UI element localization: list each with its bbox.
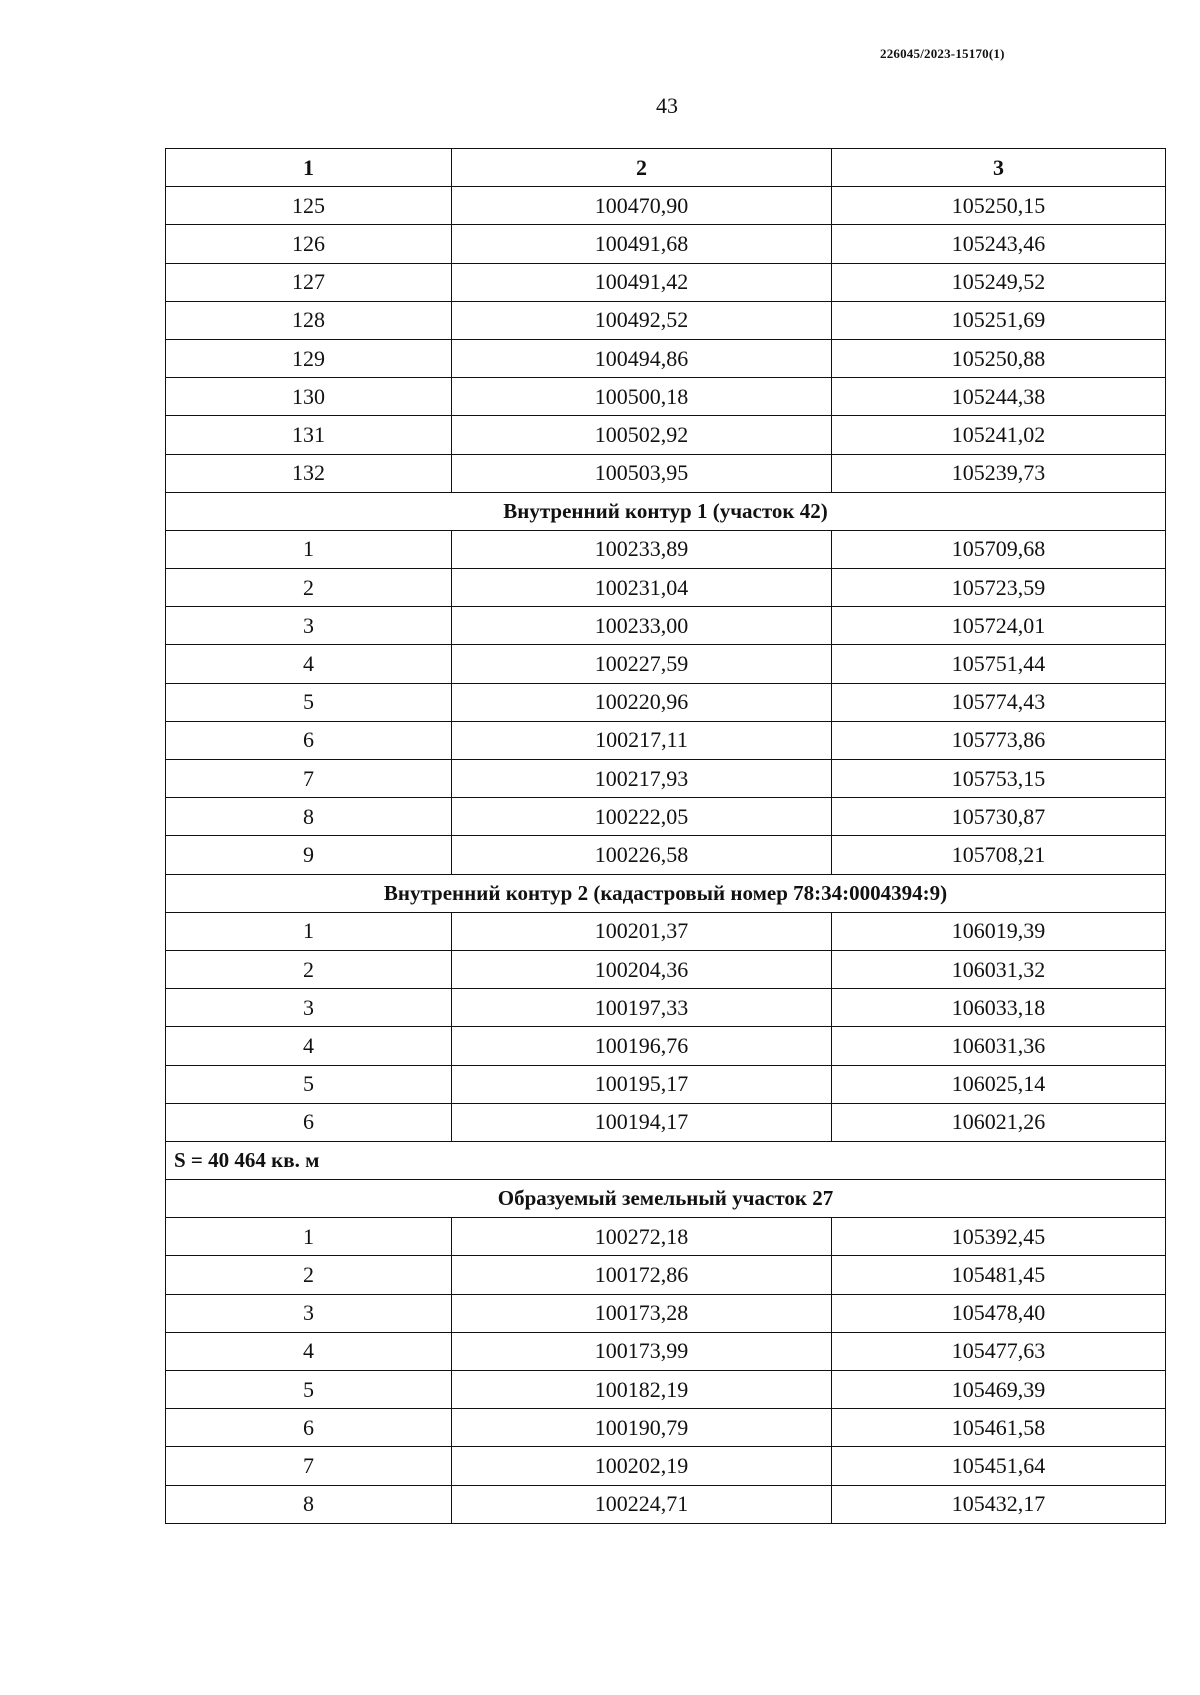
document-reference-number: 226045/2023-15170(1)	[880, 46, 1005, 61]
table-row	[166, 683, 1166, 721]
table-row	[166, 607, 1166, 645]
y-coordinate-cell: 106021,26	[832, 1103, 1166, 1141]
table-row	[166, 989, 1166, 1027]
y-coordinate-cell: 105724,01	[832, 607, 1166, 645]
point-number-cell: 4	[166, 645, 452, 683]
point-number-cell: 8	[166, 1485, 452, 1523]
x-coordinate-cell: 100202,19	[452, 1447, 832, 1485]
y-coordinate-cell: 106033,18	[832, 989, 1166, 1027]
point-number-cell: 130	[166, 378, 452, 416]
y-coordinate-cell: 105249,52	[832, 263, 1166, 301]
x-coordinate-cell: 100217,11	[452, 721, 832, 759]
x-coordinate-cell: 100190,79	[452, 1409, 832, 1447]
x-coordinate-cell: 100220,96	[452, 683, 832, 721]
x-coordinate-cell: 100500,18	[452, 378, 832, 416]
x-coordinate-cell: 100503,95	[452, 454, 832, 492]
point-number-cell: 6	[166, 721, 452, 759]
point-number-cell: 7	[166, 760, 452, 798]
point-number-cell: 129	[166, 339, 452, 377]
y-coordinate-cell: 105250,15	[832, 187, 1166, 225]
point-number-cell: 1	[166, 530, 452, 568]
y-coordinate-cell: 105477,63	[832, 1332, 1166, 1370]
point-number-cell: 3	[166, 989, 452, 1027]
point-number-cell: 4	[166, 1332, 452, 1370]
y-coordinate-cell: 106031,36	[832, 1027, 1166, 1065]
point-number-cell: 2	[166, 569, 452, 607]
x-coordinate-cell: 100201,37	[452, 912, 832, 950]
y-coordinate-cell: 105250,88	[832, 339, 1166, 377]
table-row	[166, 416, 1166, 454]
x-coordinate-cell: 100222,05	[452, 798, 832, 836]
table-row	[166, 225, 1166, 263]
y-coordinate-cell: 105244,38	[832, 378, 1166, 416]
x-coordinate-cell: 100196,76	[452, 1027, 832, 1065]
x-coordinate-cell: 100492,52	[452, 301, 832, 339]
x-coordinate-cell: 100217,93	[452, 760, 832, 798]
point-number-cell: 1	[166, 1218, 452, 1256]
table-row	[166, 1294, 1166, 1332]
x-coordinate-cell: 100173,99	[452, 1332, 832, 1370]
point-number-cell: 131	[166, 416, 452, 454]
y-coordinate-cell: 105481,45	[832, 1256, 1166, 1294]
point-number-cell: 7	[166, 1447, 452, 1485]
y-coordinate-cell: 105432,17	[832, 1485, 1166, 1523]
table-row	[166, 912, 1166, 950]
table-row	[166, 721, 1166, 759]
point-number-cell: 8	[166, 798, 452, 836]
table-row	[166, 1447, 1166, 1485]
coordinates-table-body	[166, 149, 1166, 1524]
y-coordinate-cell: 105451,64	[832, 1447, 1166, 1485]
point-number-cell: 2	[166, 950, 452, 988]
section-title-row	[166, 492, 1166, 530]
point-number-cell: 126	[166, 225, 452, 263]
y-coordinate-cell: 105478,40	[832, 1294, 1166, 1332]
table-row	[166, 263, 1166, 301]
section-title: Внутренний контур 1 (участок 42)	[166, 492, 1166, 530]
column-header-x: 2	[452, 149, 832, 187]
y-coordinate-cell: 105753,15	[832, 760, 1166, 798]
point-number-cell: 127	[166, 263, 452, 301]
y-coordinate-cell: 106025,14	[832, 1065, 1166, 1103]
section-title-row	[166, 874, 1166, 912]
point-number-cell: 1	[166, 912, 452, 950]
table-row	[166, 798, 1166, 836]
coordinates-table	[165, 148, 1166, 1524]
section-title: Образуемый земельный участок 27	[166, 1180, 1166, 1218]
x-coordinate-cell: 100502,92	[452, 416, 832, 454]
point-number-cell: 125	[166, 187, 452, 225]
point-number-cell: 6	[166, 1103, 452, 1141]
x-coordinate-cell: 100231,04	[452, 569, 832, 607]
table-row	[166, 1103, 1166, 1141]
x-coordinate-cell: 100204,36	[452, 950, 832, 988]
table-row	[166, 1065, 1166, 1103]
table-row	[166, 339, 1166, 377]
y-coordinate-cell: 105708,21	[832, 836, 1166, 874]
table-header-row	[166, 149, 1166, 187]
table-row	[166, 1256, 1166, 1294]
x-coordinate-cell: 100194,17	[452, 1103, 832, 1141]
table-row	[166, 1218, 1166, 1256]
x-coordinate-cell: 100491,42	[452, 263, 832, 301]
point-number-cell: 4	[166, 1027, 452, 1065]
y-coordinate-cell: 105730,87	[832, 798, 1166, 836]
column-header-y: 3	[832, 149, 1166, 187]
table-row	[166, 836, 1166, 874]
x-coordinate-cell: 100494,86	[452, 339, 832, 377]
table-row	[166, 645, 1166, 683]
table-row	[166, 760, 1166, 798]
table-row	[166, 378, 1166, 416]
x-coordinate-cell: 100172,86	[452, 1256, 832, 1294]
point-number-cell: 5	[166, 1065, 452, 1103]
x-coordinate-cell: 100233,89	[452, 530, 832, 568]
area-row	[166, 1141, 1166, 1179]
table-row	[166, 454, 1166, 492]
table-row	[166, 1027, 1166, 1065]
y-coordinate-cell: 105251,69	[832, 301, 1166, 339]
point-number-cell: 9	[166, 836, 452, 874]
page-number: 43	[656, 93, 678, 118]
point-number-cell: 5	[166, 683, 452, 721]
y-coordinate-cell: 105773,86	[832, 721, 1166, 759]
x-coordinate-cell: 100470,90	[452, 187, 832, 225]
x-coordinate-cell: 100197,33	[452, 989, 832, 1027]
y-coordinate-cell: 105723,59	[832, 569, 1166, 607]
x-coordinate-cell: 100224,71	[452, 1485, 832, 1523]
y-coordinate-cell: 105241,02	[832, 416, 1166, 454]
table-row	[166, 1332, 1166, 1370]
section-title: Внутренний контур 2 (кадастровый номер 78:34:0004394:9)	[166, 874, 1166, 912]
table-row	[166, 569, 1166, 607]
x-coordinate-cell: 100226,58	[452, 836, 832, 874]
x-coordinate-cell: 100195,17	[452, 1065, 832, 1103]
x-coordinate-cell: 100272,18	[452, 1218, 832, 1256]
y-coordinate-cell: 105239,73	[832, 454, 1166, 492]
table-row	[166, 1485, 1166, 1523]
point-number-cell: 6	[166, 1409, 452, 1447]
y-coordinate-cell: 105461,58	[832, 1409, 1166, 1447]
y-coordinate-cell: 105392,45	[832, 1218, 1166, 1256]
point-number-cell: 5	[166, 1371, 452, 1409]
section-title-row	[166, 1180, 1166, 1218]
table-row	[166, 301, 1166, 339]
area-value: S = 40 464 кв. м	[166, 1141, 1166, 1179]
point-number-cell: 128	[166, 301, 452, 339]
y-coordinate-cell: 105709,68	[832, 530, 1166, 568]
point-number-cell: 2	[166, 1256, 452, 1294]
x-coordinate-cell: 100227,59	[452, 645, 832, 683]
x-coordinate-cell: 100491,68	[452, 225, 832, 263]
table-row	[166, 1371, 1166, 1409]
x-coordinate-cell: 100233,00	[452, 607, 832, 645]
point-number-cell: 3	[166, 1294, 452, 1332]
x-coordinate-cell: 100182,19	[452, 1371, 832, 1409]
y-coordinate-cell: 106019,39	[832, 912, 1166, 950]
column-header-point: 1	[166, 149, 452, 187]
y-coordinate-cell: 105243,46	[832, 225, 1166, 263]
y-coordinate-cell: 105774,43	[832, 683, 1166, 721]
table-row	[166, 950, 1166, 988]
table-row	[166, 530, 1166, 568]
point-number-cell: 132	[166, 454, 452, 492]
table-row	[166, 1409, 1166, 1447]
y-coordinate-cell: 106031,32	[832, 950, 1166, 988]
x-coordinate-cell: 100173,28	[452, 1294, 832, 1332]
y-coordinate-cell: 105469,39	[832, 1371, 1166, 1409]
table-row	[166, 187, 1166, 225]
y-coordinate-cell: 105751,44	[832, 645, 1166, 683]
point-number-cell: 3	[166, 607, 452, 645]
